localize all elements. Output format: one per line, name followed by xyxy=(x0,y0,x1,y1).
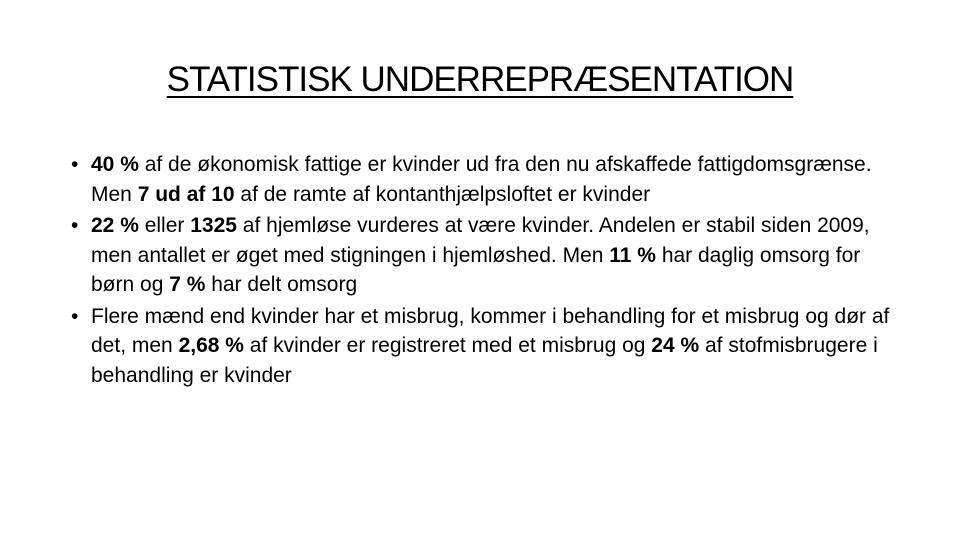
bullet-text: af kvinder er registreret med et misbrug og xyxy=(243,334,652,357)
bullet-list xyxy=(70,150,900,392)
bullet-highlight: 11 % xyxy=(609,243,656,267)
bullet-item xyxy=(70,150,900,209)
bullet-text: har daglig omsorg for børn og xyxy=(91,243,861,296)
bullet-highlight: 7 ud af 10 xyxy=(137,182,235,206)
bullet-highlight: 2,68 % xyxy=(178,334,244,357)
bullet-text: af stofmisbrugere i behandling er kvinder xyxy=(91,334,878,387)
bullet-marker: • xyxy=(71,304,79,328)
bullet-text: af de økonomisk fattige er kvinder ud fra den nu afskaffede fattigdomsgrænse. Men xyxy=(91,153,872,206)
bullet-text: Flere mænd end kvinder har et misbrug, kommer i behandling for et misbrug og dør af det, men xyxy=(91,304,890,357)
bullet-item xyxy=(70,211,900,300)
bullet-highlight: 22 % xyxy=(91,214,139,237)
bullet-marker: • xyxy=(71,153,79,176)
bullet-text: af hjemløse vurderes at være kvinder. Andelen er stabil siden 2009, men antallet er øget med stigningen i hjemløshed. Men xyxy=(91,214,870,267)
bullet-text: af de ramte af kontanthjælpsloftet er kvinder xyxy=(234,182,651,206)
bullet-marker: • xyxy=(71,214,79,237)
bullet-highlight: 1325 xyxy=(190,214,237,237)
bullet-item xyxy=(70,302,900,391)
bullet-highlight: 24 % xyxy=(651,334,700,357)
bullet-highlight: 40 % xyxy=(91,153,139,176)
bullet-text: eller xyxy=(138,214,191,237)
bullet-highlight: 7 % xyxy=(169,273,206,296)
bullet-text: har delt omsorg xyxy=(205,273,358,296)
slide-title: STATISTISK UNDERREPRÆSENTATION xyxy=(166,60,794,99)
